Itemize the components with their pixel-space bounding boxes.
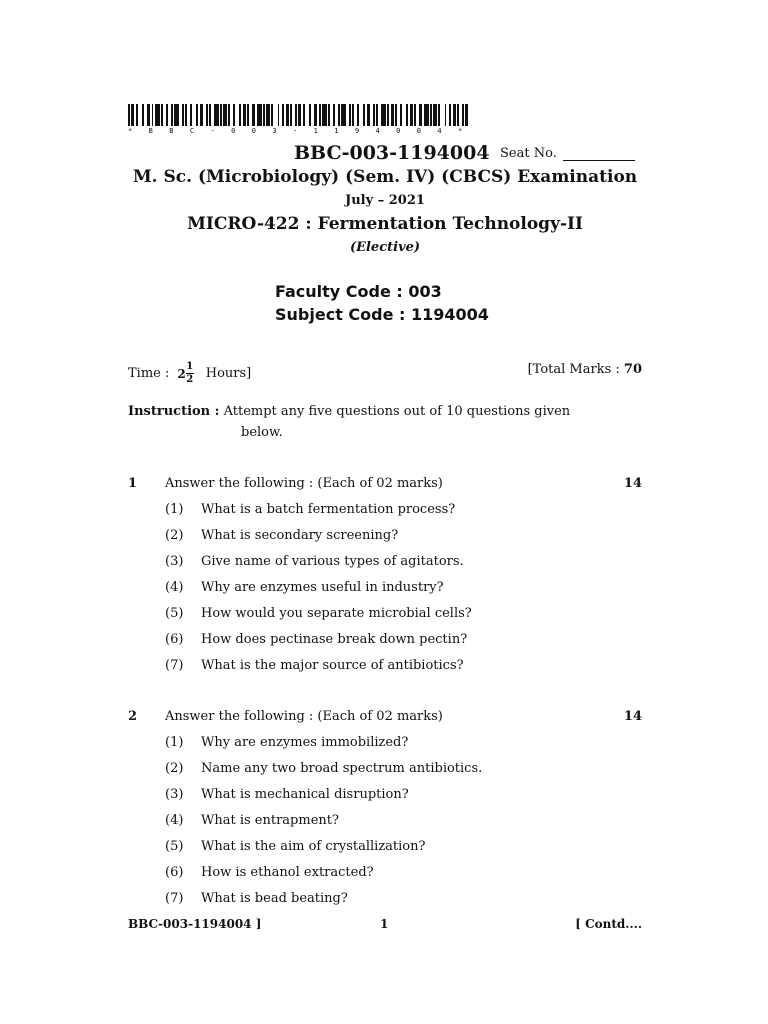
item-text: Why are enzymes immobilized?	[201, 735, 409, 750]
item-number: (4)	[165, 580, 184, 595]
total-marks-value: 70	[623, 362, 642, 377]
item-text: What is bead beating?	[201, 891, 348, 906]
barcode-text: * B B C - 0 0 3 - 1 1 9 4 0 0 4 *	[128, 127, 469, 135]
subject-code: Subject Code : 1194004	[275, 305, 489, 324]
item-text: What is the aim of crystallization?	[201, 839, 426, 854]
list-item	[165, 528, 398, 543]
item-text: How would you separate microbial cells?	[201, 606, 472, 621]
time-label: Time :	[128, 366, 170, 381]
faculty-code: Faculty Code : 003	[275, 282, 442, 301]
exam-title: M. Sc. (Microbiology) (Sem. IV) (CBCS) Examination	[132, 167, 638, 187]
list-item	[165, 787, 409, 802]
instruction-line-2: below.	[241, 425, 283, 440]
list-item	[165, 502, 455, 517]
seat-label: Seat No.	[500, 146, 557, 161]
exam-date: July – 2021	[345, 193, 425, 208]
time-fraction	[186, 362, 194, 385]
item-number: (4)	[165, 813, 184, 828]
list-item	[165, 839, 425, 854]
list-item	[165, 554, 464, 569]
question-marks: 14	[623, 476, 642, 491]
item-text: Why are enzymes useful in industry?	[201, 580, 444, 595]
item-text: Give name of various types of agitators.	[201, 554, 464, 569]
total-marks-label: [Total Marks :	[527, 362, 620, 377]
seat-number	[500, 146, 635, 161]
item-text: Name any two broad spectrum antibiotics.	[201, 761, 483, 776]
item-number: (7)	[165, 891, 184, 906]
seat-number-blank	[563, 148, 635, 161]
item-text: How does pectinase break down pectin?	[201, 632, 468, 647]
list-item	[165, 813, 339, 828]
item-number: (2)	[165, 761, 184, 776]
barcode	[128, 104, 468, 126]
instruction	[128, 404, 642, 440]
item-text: What is secondary screening?	[201, 528, 399, 543]
total-marks	[528, 362, 642, 377]
subject-title: MICRO-422 : Fermentation Technology-II	[187, 214, 583, 234]
list-item	[165, 632, 467, 647]
time-unit: Hours]	[205, 366, 252, 381]
time-denominator: 2	[186, 374, 194, 385]
list-item	[165, 865, 374, 880]
item-number: (1)	[165, 502, 184, 517]
item-text: What is entrapment?	[201, 813, 339, 828]
list-item	[165, 580, 444, 595]
item-number: (3)	[165, 787, 184, 802]
footer-continued: [ Contd....	[575, 917, 642, 931]
question-number: 1	[128, 476, 138, 491]
item-text: What is a batch fermentation process?	[201, 502, 456, 517]
elective-label: (Elective)	[349, 240, 421, 255]
item-number: (2)	[165, 528, 184, 543]
question-number: 2	[128, 709, 138, 724]
instruction-label: Instruction :	[128, 404, 220, 419]
question-header: Answer the following : (Each of 02 marks)	[165, 476, 443, 491]
item-text: What is mechanical disruption?	[201, 787, 409, 802]
paper-code-title: BBC-003-1194004	[294, 142, 490, 164]
question-header: Answer the following : (Each of 02 marks)	[165, 709, 443, 724]
list-item	[165, 606, 472, 621]
time-numerator: 1	[186, 361, 194, 372]
item-text: What is the major source of antibiotics?	[201, 658, 464, 673]
item-number: (5)	[165, 606, 184, 621]
item-number: (6)	[165, 632, 184, 647]
list-item	[165, 761, 482, 776]
item-number: (5)	[165, 839, 184, 854]
question-marks: 14	[623, 709, 642, 724]
footer-paper-code: BBC-003-1194004 ]	[128, 917, 262, 931]
item-text: How is ethanol extracted?	[201, 865, 374, 880]
page-number: 1	[380, 917, 389, 931]
list-item	[165, 735, 408, 750]
time-allowed	[128, 362, 251, 385]
item-number: (6)	[165, 865, 184, 880]
item-number: (1)	[165, 735, 184, 750]
item-number: (7)	[165, 658, 184, 673]
item-number: (3)	[165, 554, 184, 569]
time-whole: 2	[177, 366, 186, 381]
list-item	[165, 658, 464, 673]
instruction-line-1: Attempt any five questions out of 10 questions given	[223, 404, 571, 419]
list-item	[165, 891, 348, 906]
